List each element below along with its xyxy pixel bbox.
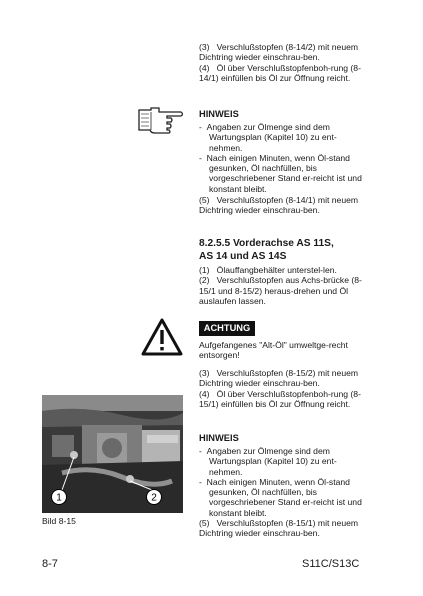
pointing-hand-icon: [137, 102, 185, 136]
hinweis-title: HINWEIS: [199, 109, 239, 119]
page-number: 8-7: [42, 558, 58, 570]
hinweis-bullet: - Angaben zur Ölmenge sind dem Wartungsplan (Kapitel 10) zu ent-nehmen.: [199, 446, 337, 477]
step-4-text: (4) Öl über Verschlußstopfenboh-rung (8-14/1) einfüllen bis Öl zur Öffnung reicht.: [199, 62, 361, 83]
step-1-text: (1) Ölauffangbehälter unterstel-len.: [199, 265, 337, 275]
axle-photo: [42, 395, 183, 513]
text-block-refill-2: [199, 368, 367, 409]
hinweis-list: [199, 446, 367, 518]
achtung-text: Aufgefangenes "Alt-Öl" umweltge-recht entsorgen!: [199, 340, 348, 361]
section-heading-line1: 8.2.5.5 Vorderachse AS 11S,: [199, 238, 334, 249]
hinweis-bullet: - Nach einigen Minuten, wenn Öl-stand gesunken, Öl nachfüllen, bis vorgeschriebener Stand er-reicht ist und konstant bleibt.: [199, 476, 362, 518]
step-5-text: (5) Verschlußstopfen (8-14/1) mit neuem Dichtring wieder einschrau-ben.: [199, 195, 359, 216]
step-2-text: (2) Verschlußstopfen aus Achs-brücke (8-15/1 und 8-15/2) heraus-drehen und Öl auslaufen lassen.: [199, 275, 362, 306]
hinweis-list: [199, 122, 367, 194]
step-5-text: (5) Verschlußstopfen (8-15/1) mit neuem Dichtring wieder einschrau-ben.: [199, 518, 359, 539]
model-label: S11C/S13C: [302, 558, 360, 570]
section-heading-line2: AS 14 und AS 14S: [199, 250, 287, 262]
hinweis-bullet: - Nach einigen Minuten, wenn Öl-stand gesunken, Öl nachfüllen, bis vorgeschriebener Stand er-reicht ist und konstant bleibt.: [199, 152, 362, 194]
text-block-refill: [199, 42, 367, 83]
callout-2: 2: [151, 492, 157, 504]
section-heading: [199, 238, 374, 263]
warning-triangle-icon: [141, 318, 183, 356]
text-block-step5: [199, 195, 367, 216]
achtung-label: ACHTUNG: [199, 321, 255, 336]
text-block-drain: [199, 265, 367, 306]
figure-caption: Bild 8-15: [42, 516, 76, 526]
step-4-text: (4) Öl über Verschlußstopfenboh-rung (8-15/1) einfüllen bis Öl zur Öffnung reicht.: [199, 388, 361, 409]
step-3-text: (3) Verschlußstopfen (8-15/2) mit neuem Dichtring wieder einschrau-ben.: [199, 368, 359, 389]
text-block-step5-2: [199, 518, 367, 539]
step-3-text: (3) Verschlußstopfen (8-14/2) mit neuem Dichtring wieder einschrau-ben.: [199, 42, 359, 63]
callout-1: 1: [56, 492, 62, 504]
hinweis-title: HINWEIS: [199, 433, 239, 443]
hinweis-bullet: - Angaben zur Ölmenge sind dem Wartungsplan (Kapitel 10) zu ent-nehmen.: [199, 122, 337, 153]
